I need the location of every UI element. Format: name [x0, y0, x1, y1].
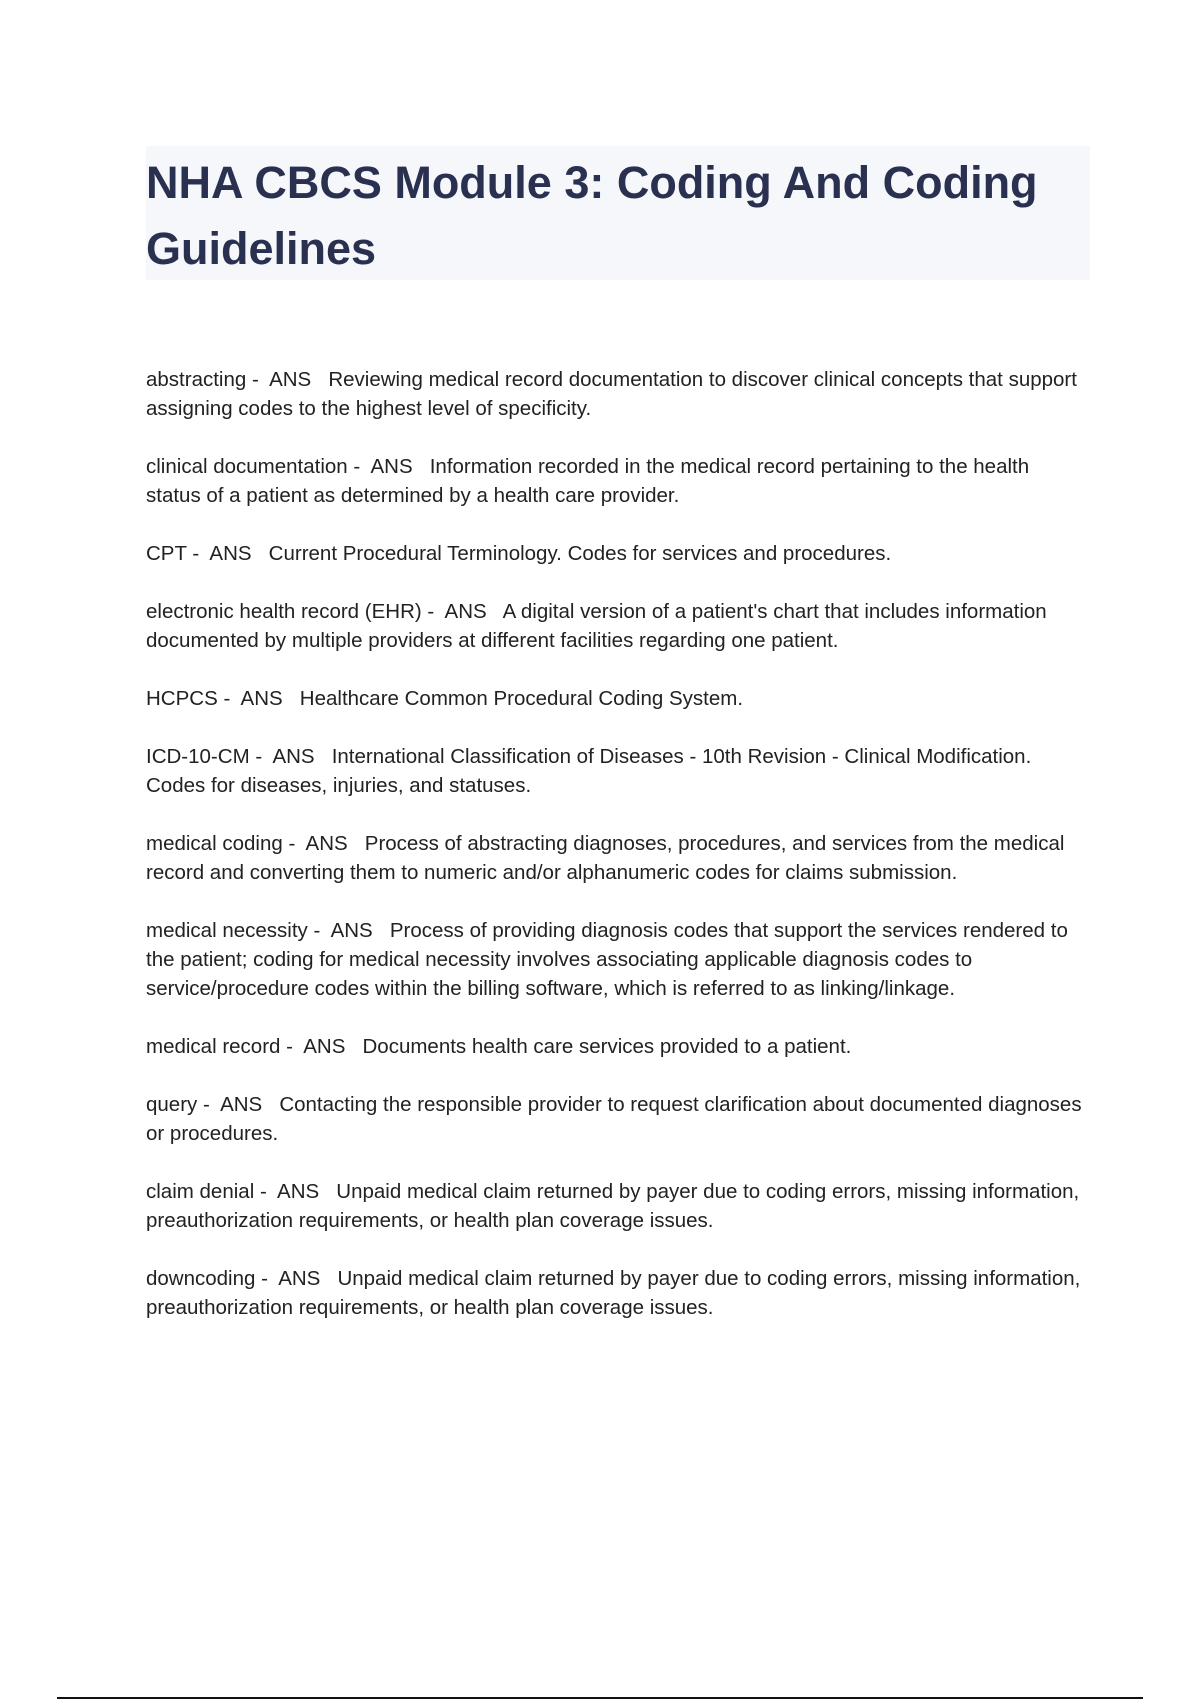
entry-definition: Healthcare Common Procedural Coding System. — [299, 687, 744, 710]
entry-definition: Current Procedural Terminology. Codes for services and procedures. — [268, 542, 892, 565]
entry-term: downcoding — [146, 1267, 256, 1290]
entry-answer-marker: - ANS — [280, 1035, 363, 1058]
glossary-entry — [146, 1177, 1086, 1235]
glossary-entry — [146, 1264, 1086, 1322]
entry-answer-marker: - ANS — [254, 1180, 337, 1203]
entry-answer-marker: - ANS — [217, 687, 300, 710]
entry-term: CPT — [146, 542, 187, 565]
entry-term: claim denial — [146, 1180, 255, 1203]
entry-answer-marker: - ANS — [197, 1093, 280, 1116]
glossary-entry — [146, 829, 1086, 887]
entry-answer-marker: - ANS — [307, 919, 390, 942]
glossary-entry — [146, 1032, 1086, 1061]
entry-answer-marker: - ANS — [421, 600, 503, 623]
entry-term: medical record — [146, 1035, 281, 1058]
glossary-entry — [146, 597, 1086, 655]
entry-term: abstracting — [146, 368, 247, 391]
entry-definition: Contacting the responsible provider to request clarification about documented diagnoses or procedures. — [146, 1093, 1088, 1145]
entry-definition: Information recorded in the medical record pertaining to the health status of a patient as determined by a health care provider. — [146, 455, 1035, 507]
entry-answer-marker: - ANS — [347, 455, 430, 478]
glossary-entry — [146, 916, 1086, 1003]
glossary-entry — [146, 1090, 1086, 1148]
entry-term: electronic health record (EHR) — [146, 600, 422, 623]
entry-term: clinical documentation — [146, 455, 348, 478]
entry-definition: A digital version of a patient's chart that includes information documented by multiple providers at different facilities regarding one patient. — [146, 600, 1053, 652]
entry-term: medical necessity — [146, 919, 308, 942]
entry-term: query — [146, 1093, 198, 1116]
entry-answer-marker: - ANS — [186, 542, 269, 565]
entry-definition: Unpaid medical claim returned by payer due to coding errors, missing information, preauthorization requirements, or health plan coverage issues. — [146, 1267, 1087, 1319]
glossary-entry — [146, 742, 1086, 800]
glossary-entry — [146, 539, 1086, 568]
entry-answer-marker: - ANS — [249, 745, 332, 768]
footer-divider — [57, 1697, 1143, 1699]
entry-answer-marker: - ANS — [282, 832, 365, 855]
entry-definition: International Classification of Diseases - 10th Revision - Clinical Modification. Codes for diseases, injuries, and statuses. — [146, 745, 1037, 797]
title-banner — [146, 146, 1090, 280]
entry-definition: Reviewing medical record documentation to discover clinical concepts that support assigning codes to the highest level of specificity. — [146, 368, 1083, 420]
glossary-entry — [146, 365, 1086, 423]
entry-definition: Unpaid medical claim returned by payer due to coding errors, missing information, preauthorization requirements, or health plan coverage issues. — [146, 1180, 1085, 1232]
glossary-entry — [146, 684, 1086, 713]
entry-definition: Process of providing diagnosis codes that support the services rendered to the patient; coding for medical necessity involves associating applicable diagnosis codes to service/procedure codes within the billing software, which is referred to as linking/linkage. — [146, 919, 1074, 1000]
entry-definition: Documents health care services provided to a patient. — [362, 1035, 852, 1058]
entry-term: HCPCS — [146, 687, 218, 710]
entry-answer-marker: - ANS — [246, 368, 329, 391]
entry-definition: Process of abstracting diagnoses, procedures, and services from the medical record and converting them to numeric and/or alphanumeric codes for claims submission. — [146, 832, 1071, 884]
entry-term: ICD-10-CM — [146, 745, 250, 768]
page-title: NHA CBCS Module 3: Coding And Coding Guidelines — [146, 157, 1038, 274]
entry-term: medical coding — [146, 832, 283, 855]
glossary-entry — [146, 452, 1086, 510]
entry-answer-marker: - ANS — [255, 1267, 338, 1290]
glossary-list — [146, 365, 1086, 1351]
